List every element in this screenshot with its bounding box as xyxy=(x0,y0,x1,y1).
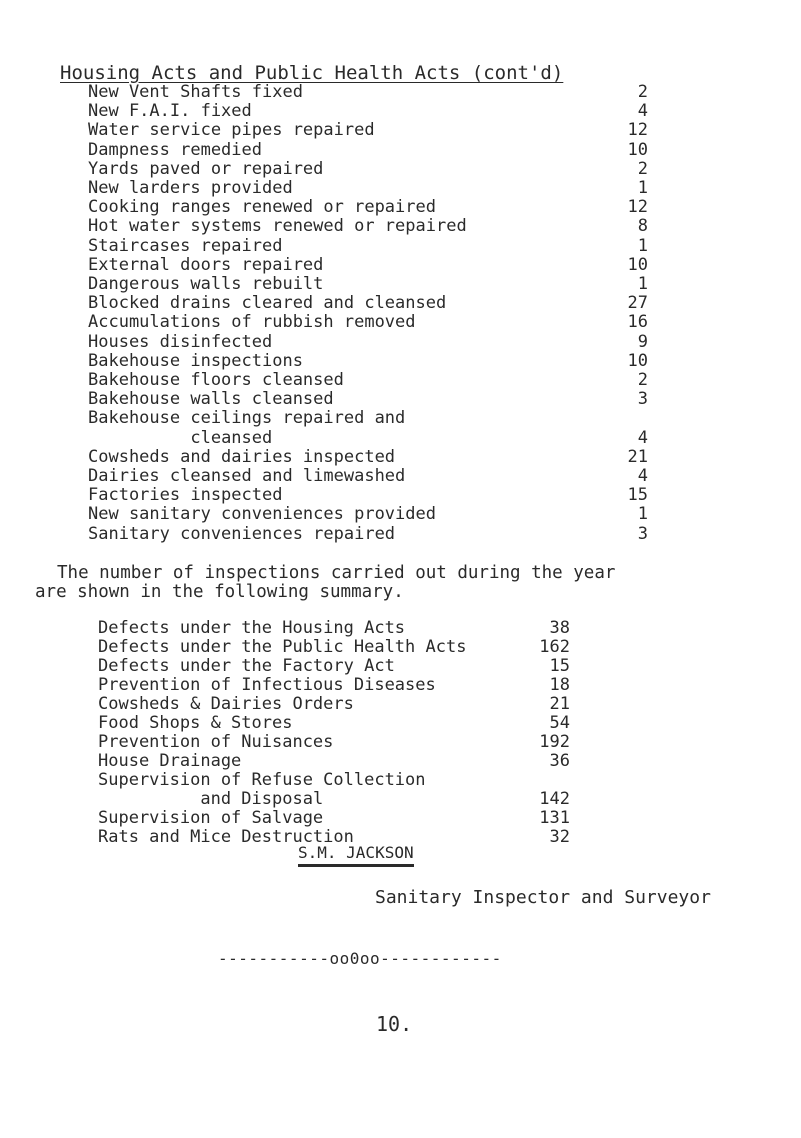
works-row-value: 21 xyxy=(627,446,648,467)
works-row xyxy=(88,102,648,121)
inspection-row xyxy=(98,619,570,638)
inspection-row xyxy=(98,714,570,733)
works-row-label: Hot water systems renewed or repaired xyxy=(88,216,467,237)
works-row-label: Dangerous walls rebuilt xyxy=(88,274,324,295)
inspection-row-label: Rats and Mice Destruction xyxy=(98,827,354,847)
works-row-label: Factories inspected xyxy=(88,485,283,506)
works-row xyxy=(88,256,648,275)
works-row xyxy=(88,179,648,198)
works-row xyxy=(88,141,648,160)
inspection-row-value: 21 xyxy=(549,694,570,714)
inspection-row-label: Defects under the Factory Act xyxy=(98,656,395,676)
works-row xyxy=(88,275,648,294)
inspection-row-value: 162 xyxy=(539,637,570,657)
inspection-row-label: Defects under the Public Health Acts xyxy=(98,637,467,657)
inspection-row-label: Defects under the Housing Acts xyxy=(98,618,406,638)
works-row-label: Blocked drains cleared and cleansed xyxy=(88,293,447,314)
works-row xyxy=(88,121,648,140)
works-row-value: 10 xyxy=(627,139,648,160)
works-row-label: Sanitary conveniences repaired xyxy=(88,523,396,544)
works-row xyxy=(88,198,648,217)
works-row xyxy=(88,486,648,505)
works-row xyxy=(88,294,648,313)
works-row-label: Cooking ranges renewed or repaired xyxy=(88,197,436,218)
inspection-row-value: 54 xyxy=(549,713,570,733)
works-row xyxy=(88,83,648,102)
works-row-label: Staircases repaired xyxy=(88,235,283,256)
works-row-value: 2 xyxy=(637,370,648,391)
works-row-value: 3 xyxy=(637,389,648,410)
works-row-label: New F.A.I. fixed xyxy=(88,101,252,122)
inspections-table xyxy=(98,619,570,847)
works-row xyxy=(88,333,648,352)
inspection-row xyxy=(98,676,570,695)
works-row-value: 1 xyxy=(637,235,648,256)
signature: S.M. JACKSON xyxy=(298,843,414,867)
page-heading: Housing Acts and Public Health Acts (cont'd) xyxy=(60,62,564,84)
inspection-row xyxy=(98,752,570,771)
works-row-label: New larders provided xyxy=(88,178,293,199)
works-row xyxy=(88,448,648,467)
works-row-label: Cowsheds and dairies inspected xyxy=(88,446,396,467)
inspection-row xyxy=(98,695,570,714)
works-row-value: 2 xyxy=(637,158,648,179)
works-row xyxy=(88,217,648,236)
works-row-value: 10 xyxy=(627,350,648,371)
works-row-label: New sanitary conveniences provided xyxy=(88,504,436,525)
works-row-value: 27 xyxy=(627,293,648,314)
works-row-value: 12 xyxy=(627,197,648,218)
works-row-value: 16 xyxy=(627,312,648,333)
inspection-row-label: Supervision of Salvage xyxy=(98,808,324,828)
works-row-value: 12 xyxy=(627,120,648,141)
inspection-row-label: Supervision of Refuse Collection and Disposal xyxy=(98,770,426,809)
works-row-label: External doors repaired xyxy=(88,254,324,275)
works-row-value: 1 xyxy=(637,504,648,525)
inspection-row-value: 142 xyxy=(539,789,570,809)
works-row-value: 1 xyxy=(637,178,648,199)
works-row-value: 4 xyxy=(637,101,648,122)
works-row-value: 3 xyxy=(637,523,648,544)
works-row xyxy=(88,505,648,524)
works-row xyxy=(88,313,648,332)
page-number: 10. xyxy=(376,1012,413,1036)
works-row-label: Houses disinfected xyxy=(88,331,273,352)
works-row-label: Bakehouse walls cleansed xyxy=(88,389,334,410)
inspection-row xyxy=(98,657,570,676)
works-row-value: 15 xyxy=(627,485,648,506)
works-row-value: 2 xyxy=(637,82,648,102)
inspection-row xyxy=(98,771,570,809)
intro-line-2: are shown in the following summary. xyxy=(35,582,404,602)
works-row-value: 8 xyxy=(637,216,648,237)
inspection-row-value: 18 xyxy=(549,675,570,695)
summary-intro xyxy=(35,564,795,602)
works-row xyxy=(88,390,648,409)
inspection-row xyxy=(98,733,570,752)
works-row xyxy=(88,371,648,390)
inspection-row xyxy=(98,638,570,657)
works-row-label: Bakehouse ceilings repaired and cleansed xyxy=(88,408,406,448)
works-row xyxy=(88,525,648,544)
inspection-row-value: 32 xyxy=(549,827,570,847)
inspection-row-value: 131 xyxy=(539,808,570,828)
works-row xyxy=(88,160,648,179)
works-row-value: 9 xyxy=(637,331,648,352)
signatory-role: Sanitary Inspector and Surveyor xyxy=(375,887,711,908)
works-row-label: Yards paved or repaired xyxy=(88,158,324,179)
inspection-row-value: 38 xyxy=(549,618,570,638)
inspection-row-label: House Drainage xyxy=(98,751,242,771)
inspection-row-value: 15 xyxy=(549,656,570,676)
section-divider: -----------oo0oo------------ xyxy=(218,949,502,968)
works-row-label: Dampness remedied xyxy=(88,139,262,160)
works-row xyxy=(88,467,648,486)
inspection-row xyxy=(98,809,570,828)
works-row-value: 4 xyxy=(637,427,648,448)
works-row xyxy=(88,237,648,256)
works-row xyxy=(88,409,648,447)
works-row-value: 4 xyxy=(637,466,648,487)
works-row xyxy=(88,352,648,371)
works-row-label: New Vent Shafts fixed xyxy=(88,82,303,102)
inspection-row-value: 36 xyxy=(549,751,570,771)
works-row-label: Bakehouse inspections xyxy=(88,350,303,371)
inspection-row-label: Food Shops & Stores xyxy=(98,713,293,733)
inspection-row-value: 192 xyxy=(539,732,570,752)
inspection-row-label: Prevention of Infectious Diseases xyxy=(98,675,436,695)
inspection-row-label: Cowsheds & Dairies Orders xyxy=(98,694,354,714)
inspection-row-label: Prevention of Nuisances xyxy=(98,732,334,752)
works-row-value: 1 xyxy=(637,274,648,295)
intro-line-1: The number of inspections carried out during the year xyxy=(57,563,616,583)
works-row-label: Bakehouse floors cleansed xyxy=(88,370,344,391)
works-table xyxy=(88,83,648,544)
works-row-value: 10 xyxy=(627,254,648,275)
works-row-label: Accumulations of rubbish removed xyxy=(88,312,416,333)
works-row-label: Dairies cleansed and limewashed xyxy=(88,466,406,487)
works-row-label: Water service pipes repaired xyxy=(88,120,375,141)
